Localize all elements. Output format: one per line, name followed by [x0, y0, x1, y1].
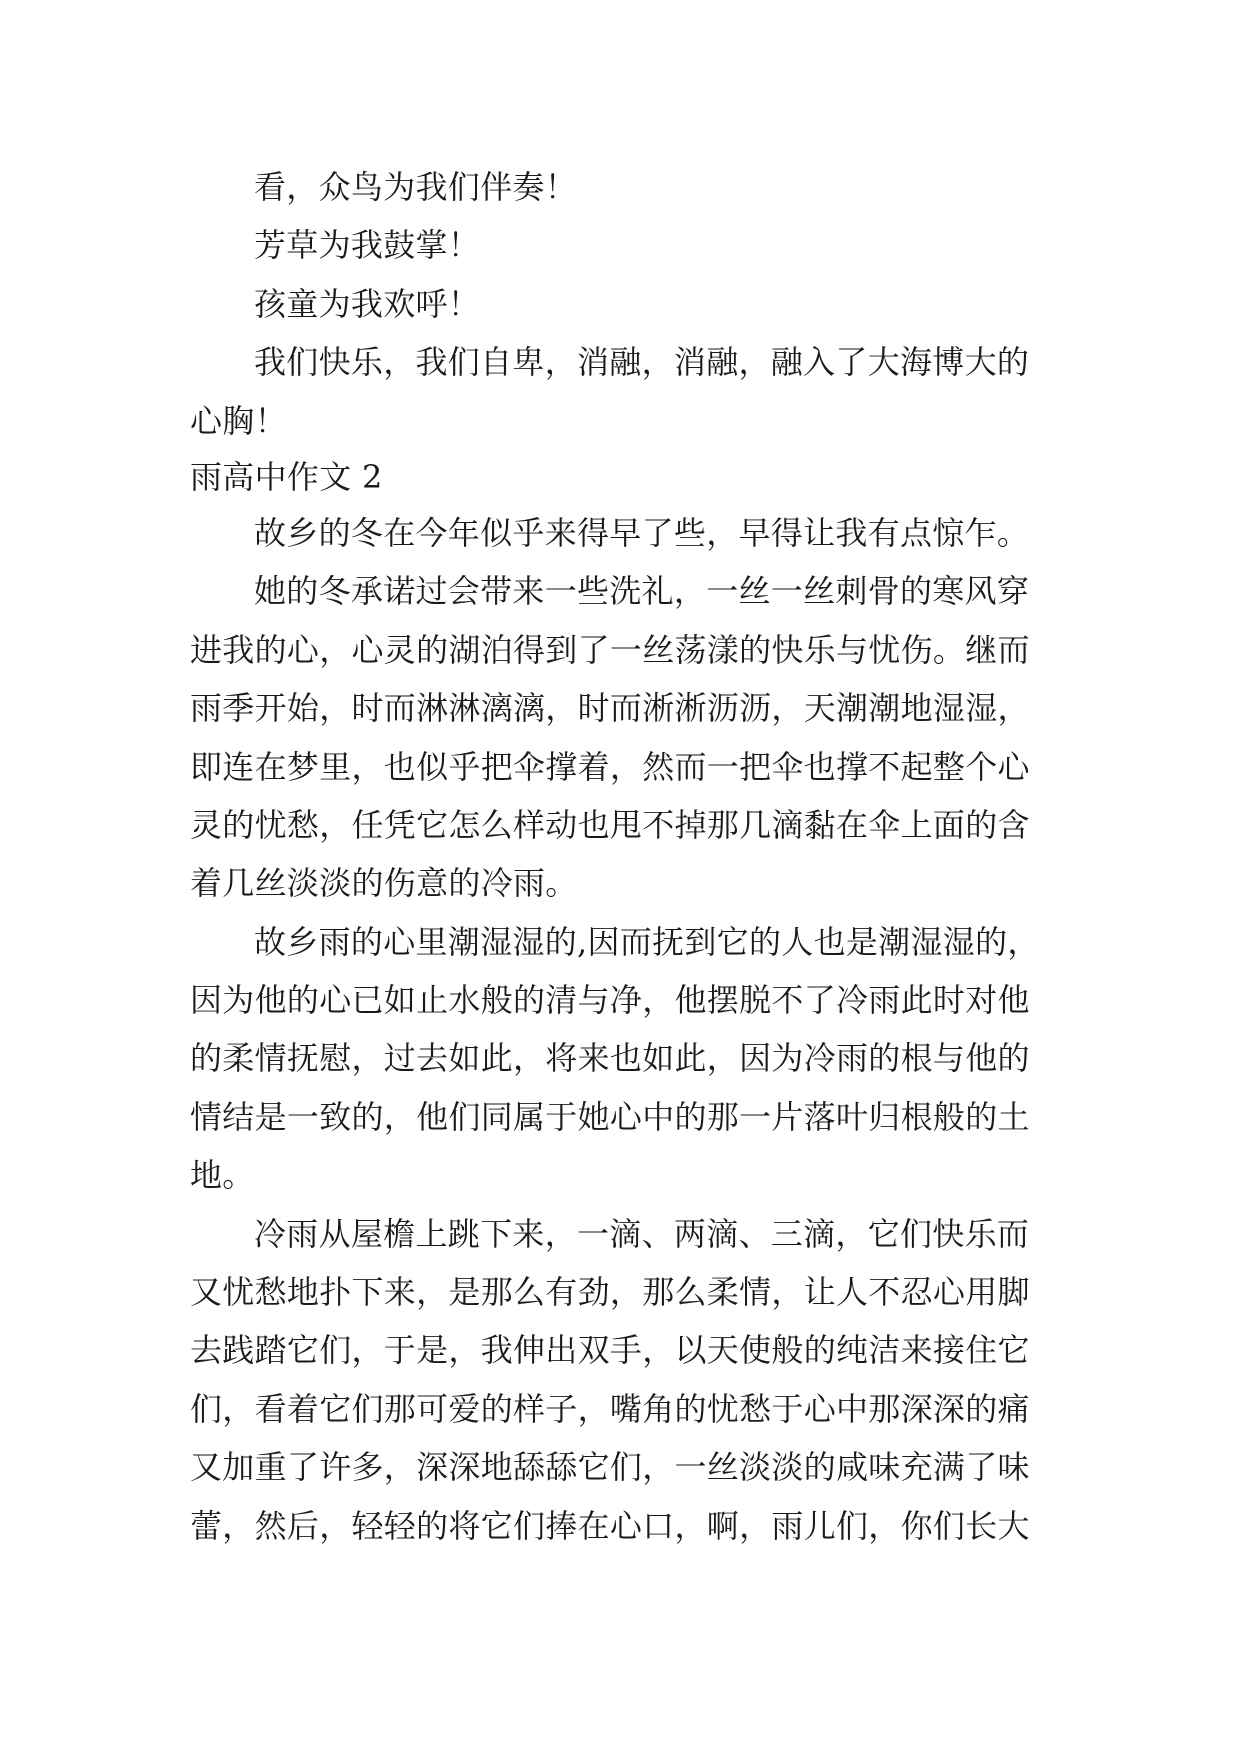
text-line: 又忧愁地扑下来，是那么有劲，那么柔情，让人不忍心用脚	[190, 1273, 1030, 1312]
text-line: 蕾，然后，轻轻的将它们捧在心口，啊，雨儿们，你们长大	[190, 1506, 1030, 1545]
text-line: 冷雨从屋檐上跳下来，一滴、两滴、三滴，它们快乐而	[254, 1214, 1030, 1253]
text-line: 灵的忧愁，任凭它怎么样动也甩不掉那几滴黏在伞上面的含	[190, 805, 1030, 844]
text-line: 的柔情抚慰，过去如此，将来也如此，因为冷雨的根与他的	[190, 1039, 1030, 1078]
text-line: 即连在梦里，也似乎把伞撑着，然而一把伞也撑不起整个心	[190, 747, 1030, 786]
text-line: 地。	[190, 1156, 255, 1195]
text-line: 情结是一致的，他们同属于她心中的那一片落叶归根般的土	[190, 1097, 1030, 1136]
text-line: 故乡的冬在今年似乎来得早了些，早得让我有点惊乍。	[254, 513, 1030, 552]
text-line: 孩童为我欢呼！	[254, 284, 481, 323]
text-line: 去践踏它们，于是，我伸出双手，以天使般的纯洁来接住它	[190, 1331, 1030, 1370]
text-line: 着几丝淡淡的伤意的冷雨。	[190, 864, 578, 903]
text-line: 雨季开始，时而淋淋漓漓，时而淅淅沥沥，天潮潮地湿湿，	[190, 689, 1030, 728]
section-heading: 雨高中作文 2	[190, 457, 383, 496]
text-line: 心胸！	[190, 401, 287, 440]
text-line: 故乡雨的心里潮湿湿的,因而抚到它的人也是潮湿湿的，	[254, 922, 1040, 961]
text-line: 进我的心，心灵的湖泊得到了一丝荡漾的快乐与忧伤。继而	[190, 630, 1030, 669]
document-page	[190, 158, 1050, 1555]
text-line: 们，看着它们那可爱的样子，嘴角的忧愁于心中那深深的痛	[190, 1389, 1030, 1428]
text-line: 又加重了许多，深深地舔舔它们，一丝淡淡的咸味充满了味	[190, 1448, 1030, 1487]
text-line: 因为他的心已如止水般的清与净，他摆脱不了冷雨此时对他	[190, 981, 1030, 1020]
text-line: 她的冬承诺过会带来一些洗礼，一丝一丝刺骨的寒风穿	[254, 572, 1030, 611]
text-line: 我们快乐，我们自卑，消融，消融，融入了大海博大的	[254, 343, 1030, 382]
text-line: 看，众鸟为我们伴奏！	[254, 168, 578, 206]
text-line: 芳草为我鼓掌！	[254, 226, 481, 265]
